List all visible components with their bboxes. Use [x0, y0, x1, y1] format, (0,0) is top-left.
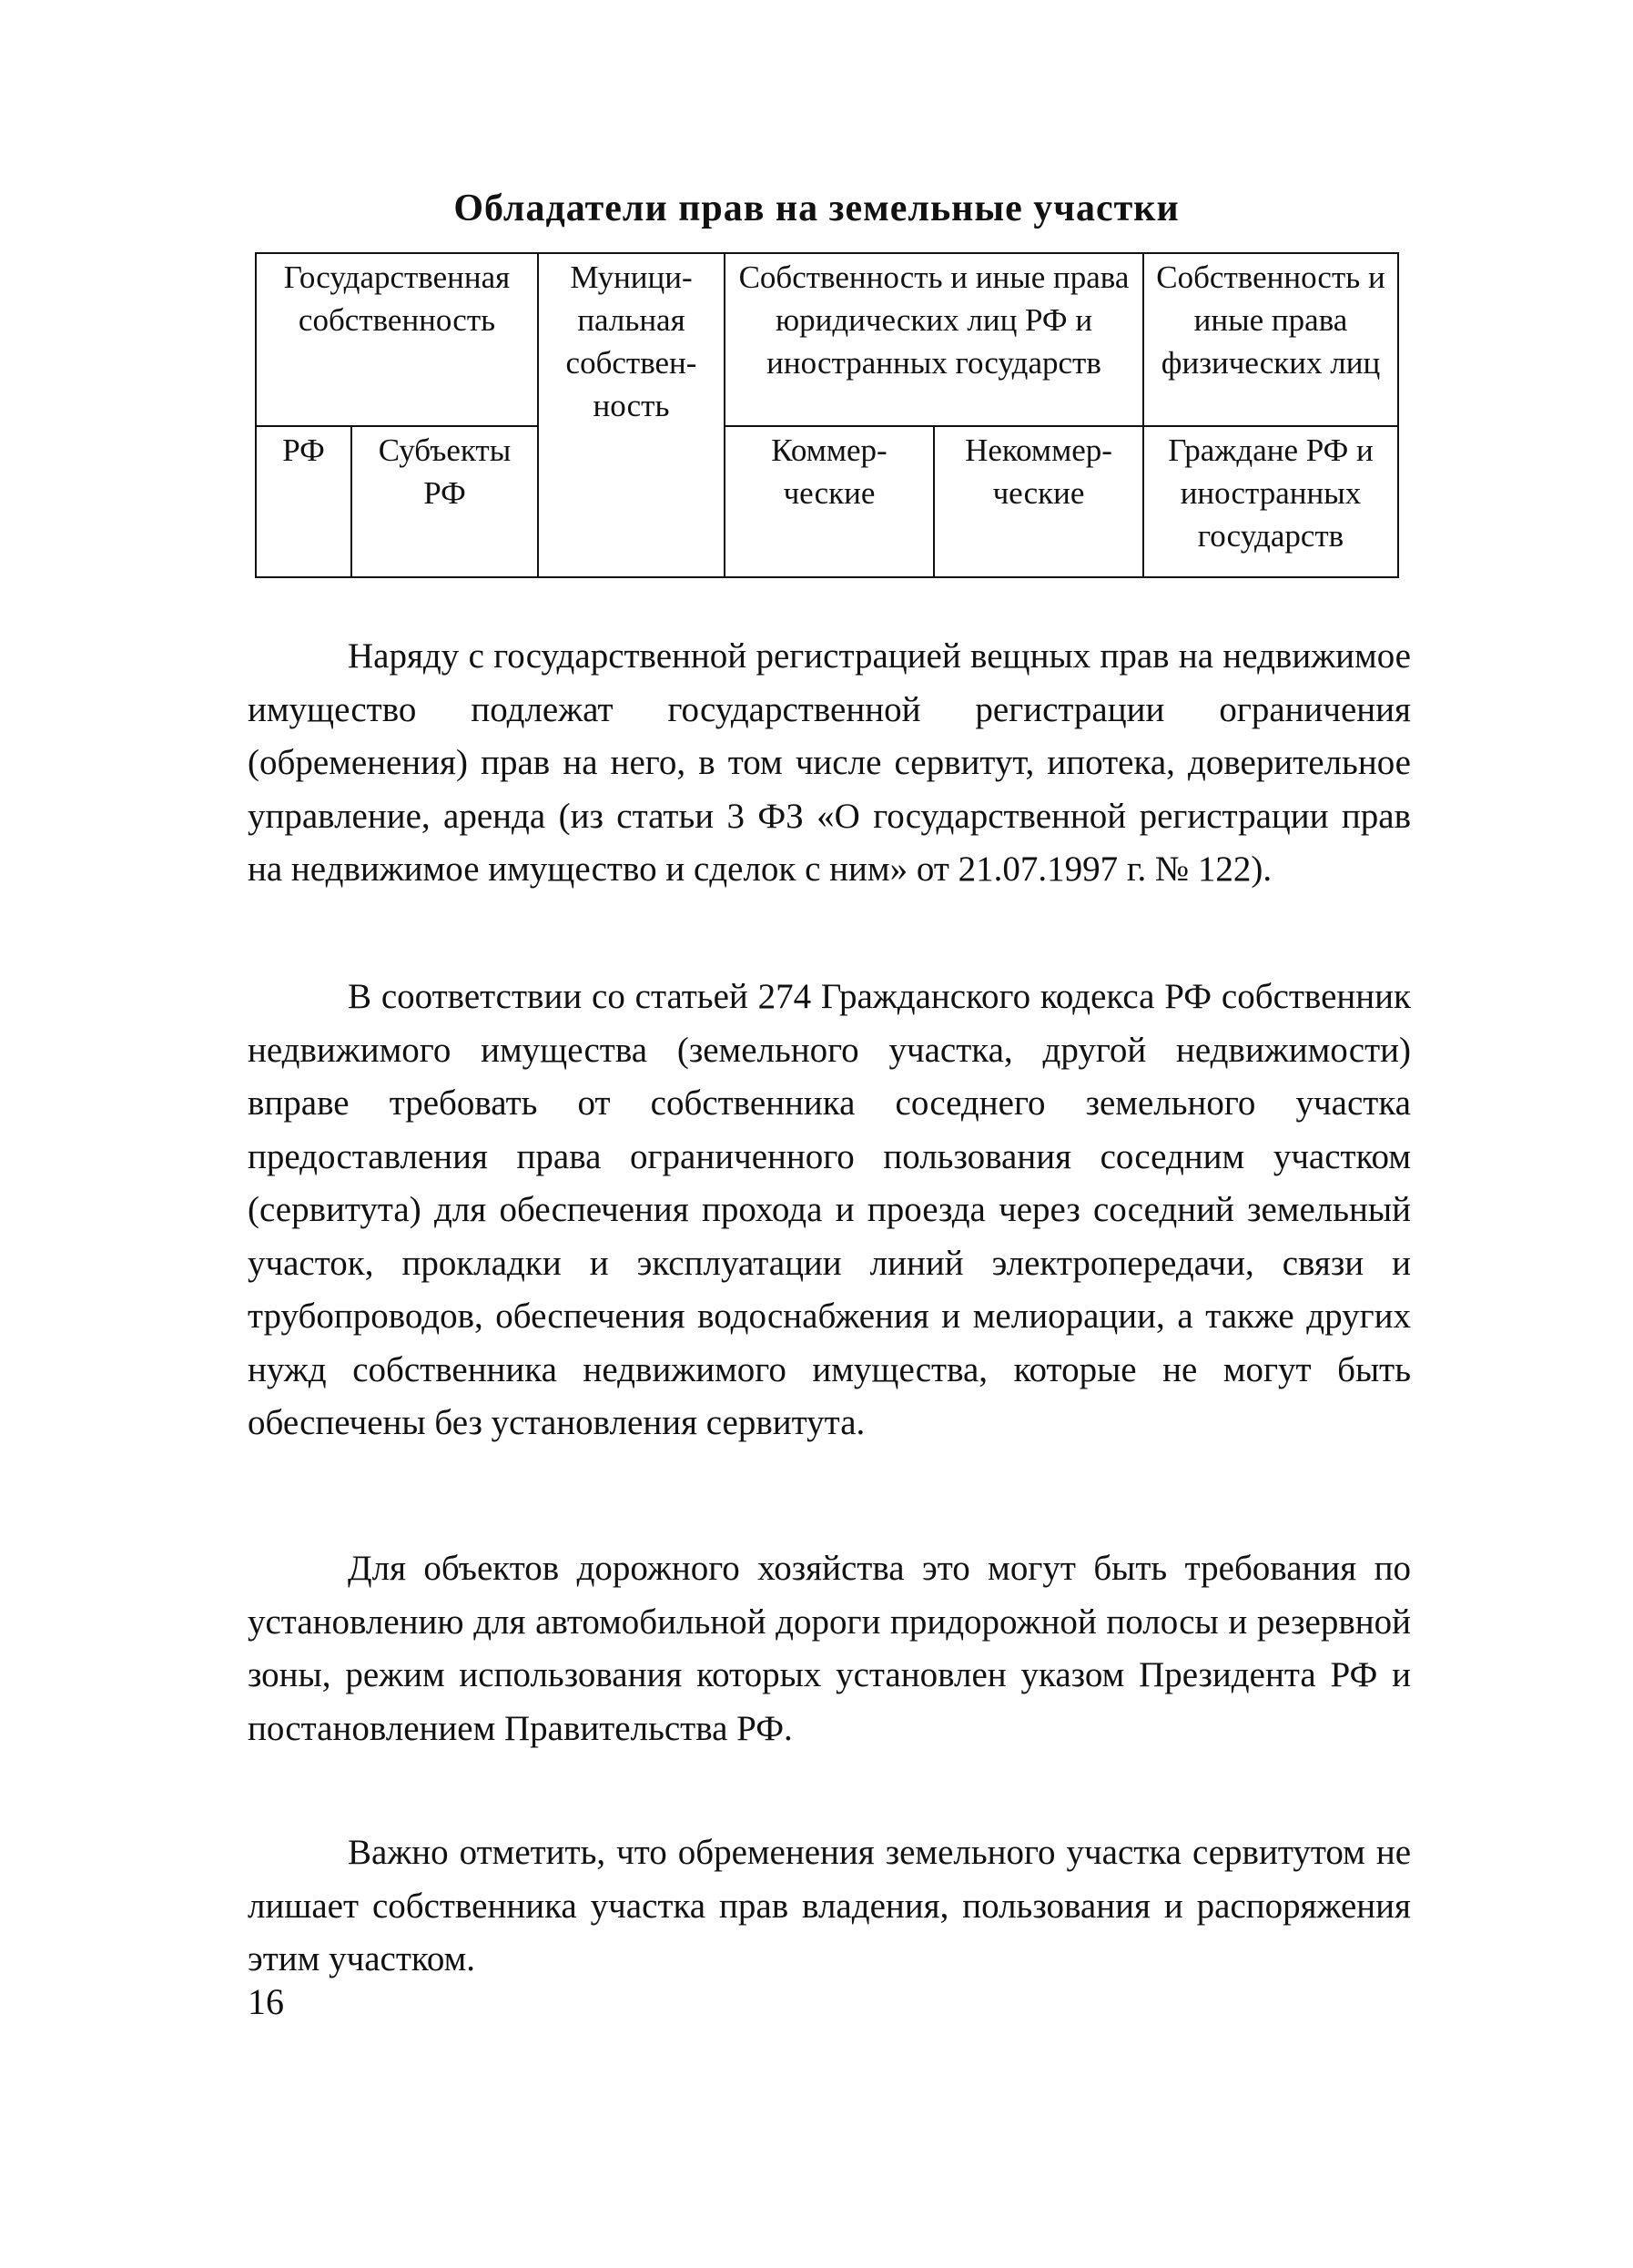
header-legal-entities: Собственность и иные права юридических лиц РФ и иностранных государств — [725, 253, 1143, 426]
page-number: 16 — [248, 1981, 284, 2022]
paragraph-encumbrance-note: Важно отметить, что обременения земельного участка сервитутом не лишает собственника участка прав владения, пользования и распоряжения этим участком. — [248, 1833, 1411, 1978]
header-state-property: Государственная собственность — [256, 253, 538, 426]
header-individuals: Собственность и иные права физических лиц — [1143, 253, 1398, 426]
paragraph-road-facilities: Для объектов дорожного хозяйства это могут быть требования по установлению для автомобильной дороги придорожной полосы и резервной зоны, режим использования которых установлен указом Президента РФ и постановлением Правительства РФ. — [248, 1549, 1411, 1748]
table-title: Обладатели прав на земельные участки — [453, 188, 1180, 229]
table-row — [256, 253, 1398, 426]
header-municipal-property: Муници-пальная собствен-ность — [538, 253, 725, 577]
paragraph-civil-code: В соответствии со статьей 274 Гражданского кодекса РФ собственник недвижимого имущества (земельного участка, другой недвижимости) вправе требовать от собственника соседнего земельного участка предоставления права ограниченного пользования соседним участком (сервитута) для обеспечения прохода и проезда через соседний земельный участок, прокладки и эксплуатации линий электропередачи, связи и трубопроводов, обеспечения водоснабжения и мелиорации, а также других нужд собственника недвижимого имущества, которые не могут быть обеспечены без установления сервитута. — [248, 977, 1411, 1442]
cell-citizens: Граждане РФ и иностранных государств — [1143, 426, 1398, 577]
owners-table — [255, 252, 1399, 578]
cell-noncommercial: Некоммер-ческие — [934, 426, 1143, 577]
table-row — [256, 426, 1398, 577]
cell-commercial: Коммер-ческие — [725, 426, 934, 577]
cell-rf: РФ — [256, 426, 351, 577]
cell-rf-subjects: Субъекты РФ — [351, 426, 538, 577]
paragraph-registration: Наряду с государственной регистрацией вещных прав на недвижимое имущество подлежат государственной регистрации ограничения (обременения) прав на него, в том числе сервитут, ипотека, доверительное управление, аренда (из статьи 3 ФЗ «О государственной регистрации прав на недвижимое имущество и сделок с ним» от 21.07.1997 г. № 122). — [248, 636, 1411, 889]
